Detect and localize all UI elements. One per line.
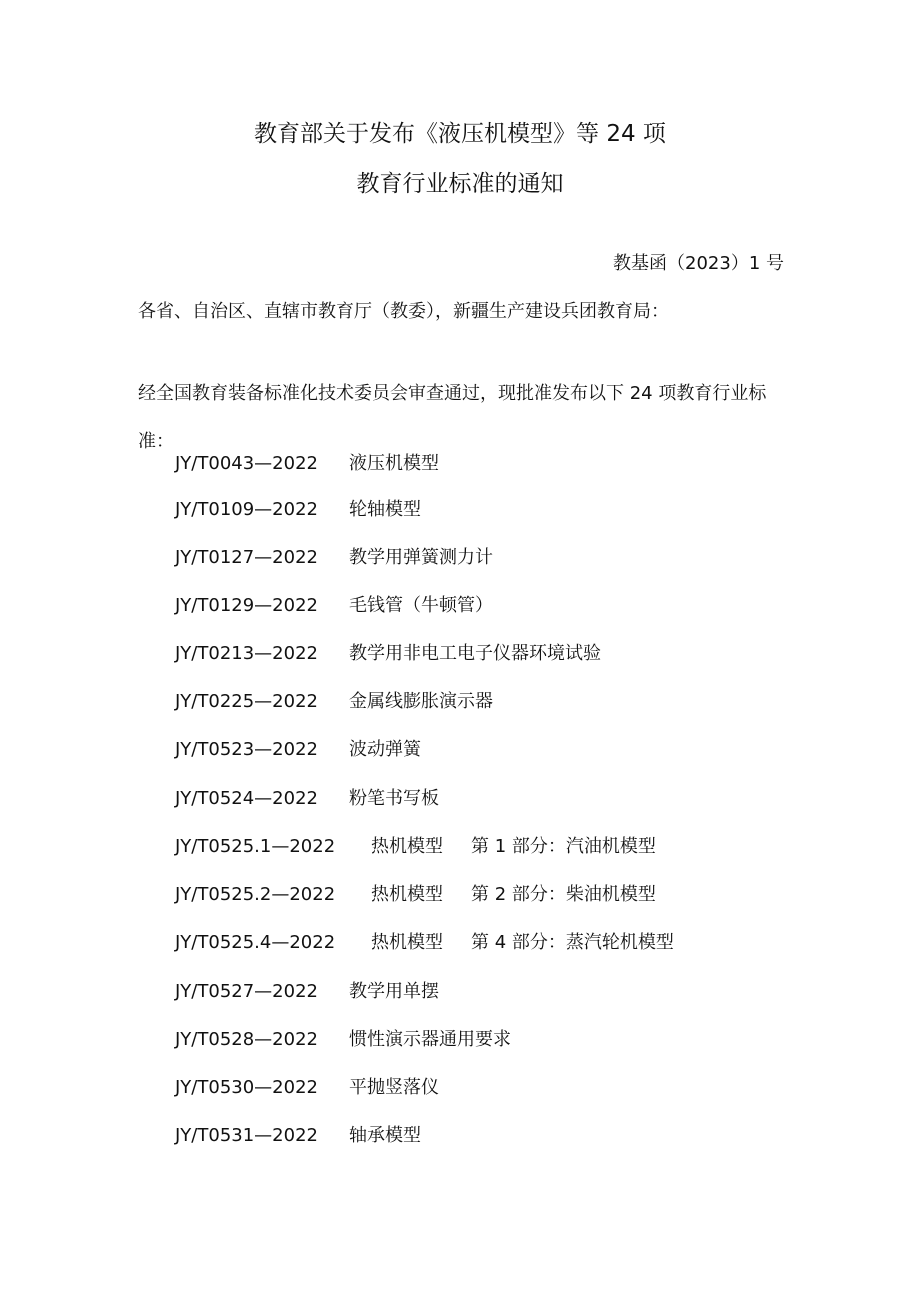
standard-code: JY/T0109—2022 [175, 499, 318, 520]
standard-name: 平抛竖落仪 [349, 1077, 439, 1098]
standard-code: JY/T0127—2022 [175, 547, 318, 568]
standard-code: JY/T0225—2022 [175, 691, 318, 712]
standard-name: 热机模型 [371, 884, 443, 905]
standard-part: 第 1 部分：汽油机模型 [471, 836, 656, 857]
salutation: 各省、自治区、直辖市教育厅（教委），新疆生产建设兵团教育局： [138, 301, 669, 322]
standard-name: 轴承模型 [349, 1125, 421, 1146]
intro-paragraph: 经全国教育装备标准化技术委员会审查通过，现批准发布以下 24 项教育行业标准： [138, 383, 767, 452]
standard-name: 惯性演示器通用要求 [349, 1029, 511, 1050]
standard-code: JY/T0527—2022 [175, 981, 318, 1002]
standard-name: 液压机模型 [349, 453, 439, 474]
standard-name: 轮轴模型 [349, 499, 421, 520]
standard-name: 教学用弹簧测力计 [349, 547, 493, 568]
standard-code: JY/T0213—2022 [175, 643, 318, 664]
document-number: 教基函（2023）1 号 [613, 253, 784, 274]
standard-code: JY/T0523—2022 [175, 739, 318, 760]
standard-name: 毛钱管（牛顿管） [349, 595, 493, 616]
standard-name: 教学用单摆 [349, 981, 439, 1002]
document-title-line-2: 教育行业标准的通知 [356, 171, 564, 197]
standard-code: JY/T0528—2022 [175, 1029, 318, 1050]
standard-code: JY/T0043—2022 [175, 453, 318, 474]
standard-part: 第 4 部分：蒸汽轮机模型 [471, 932, 674, 953]
standard-code: JY/T0525.2—2022 [175, 884, 336, 905]
standard-part: 第 2 部分：柴油机模型 [471, 884, 656, 905]
standard-code: JY/T0525.1—2022 [175, 836, 336, 857]
standard-code: JY/T0129—2022 [175, 595, 318, 616]
document-title-line-1: 教育部关于发布《液压机模型》等 24 项 [254, 121, 666, 147]
standard-name: 波动弹簧 [349, 739, 421, 760]
standard-code: JY/T0525.4—2022 [175, 932, 336, 953]
standard-code: JY/T0524—2022 [175, 788, 318, 809]
standard-code: JY/T0531—2022 [175, 1125, 318, 1146]
standard-name: 教学用非电工电子仪器环境试验 [349, 643, 601, 664]
standard-name: 粉笔书写板 [349, 788, 439, 809]
standard-name: 热机模型 [371, 932, 443, 953]
standard-name: 金属线膨胀演示器 [349, 691, 493, 712]
standard-code: JY/T0530—2022 [175, 1077, 318, 1098]
standard-name: 热机模型 [371, 836, 443, 857]
